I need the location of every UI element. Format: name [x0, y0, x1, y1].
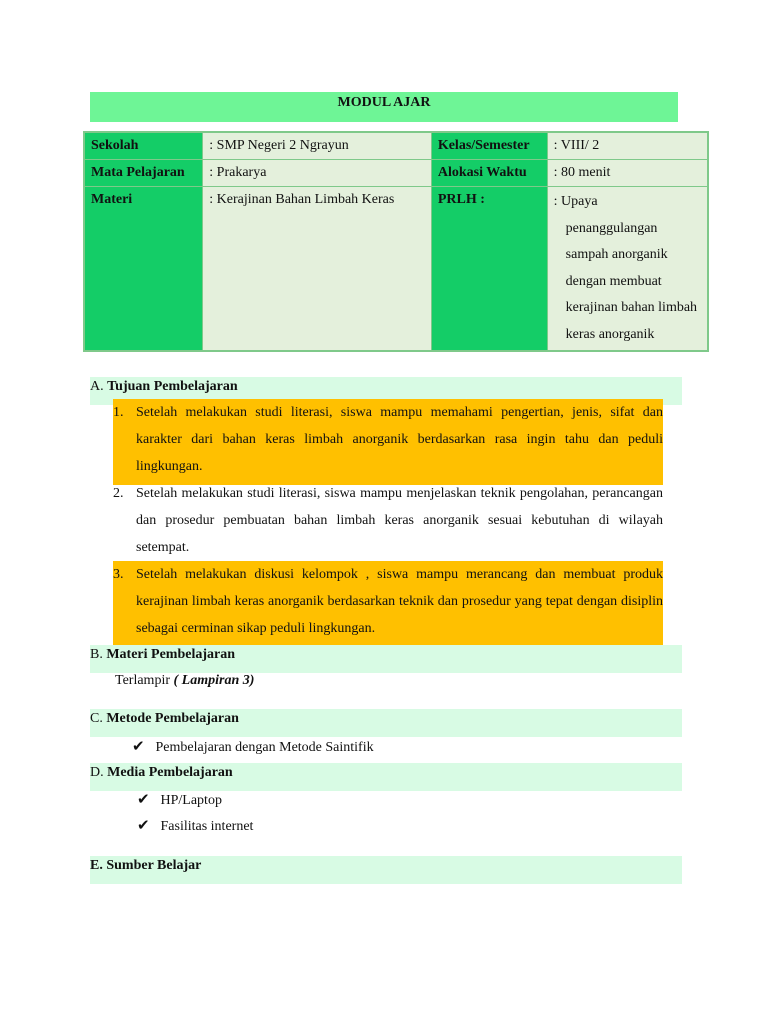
- kelas-label: Kelas/Semester: [431, 132, 547, 160]
- prlh-line: sampah anorganik: [565, 247, 668, 262]
- prlh-line: dengan membuat: [565, 273, 662, 289]
- item-number: 1.: [113, 405, 124, 420]
- checkmark-icon: ✔: [137, 790, 150, 808]
- checkmark-icon: ✔: [137, 816, 150, 834]
- lampiran-ref: ( Lampiran 3): [173, 673, 255, 688]
- info-table: [83, 131, 709, 352]
- section-title: Sumber Belajar: [106, 858, 202, 873]
- list-item: [113, 561, 663, 645]
- alokasi-label: Alokasi Waktu: [431, 160, 547, 187]
- mapel-label: Mata Pelajaran: [84, 160, 203, 187]
- list-item: [113, 399, 663, 485]
- section-e-header: [90, 856, 682, 884]
- materi-value: : Kerajinan Bahan Limbah Keras: [203, 187, 432, 352]
- list-item: [137, 789, 222, 811]
- materi-note: [115, 671, 254, 691]
- section-title: Metode Pembelajaran: [106, 711, 239, 726]
- table-row: [84, 187, 708, 352]
- section-title: Materi Pembelajaran: [106, 647, 236, 662]
- section-d-header: [90, 763, 682, 791]
- prlh-value: [547, 187, 708, 352]
- checkmark-icon: ✔: [132, 737, 145, 755]
- section-letter: B.: [90, 647, 103, 662]
- list-item: [137, 815, 253, 837]
- item-text: HP/Laptop: [160, 793, 222, 808]
- item-text: Pembelajaran dengan Metode Saintifik: [155, 740, 374, 755]
- materi-text: Terlampir: [115, 673, 170, 688]
- item-number: 2.: [113, 486, 124, 501]
- prlh-line: penanggulangan: [565, 220, 658, 236]
- mapel-value: : Prakarya: [203, 160, 432, 187]
- section-letter: A.: [90, 379, 104, 394]
- item-text: Setelah melakukan diskusi kelompok , siswa mampu merancang dan membuat produk kerajinan limbah keras anorganik berdasarkan teknik dan prosedur yang tepat dengan disiplin sebagai cerminan sikap peduli lingkungan.: [136, 567, 663, 636]
- section-letter: E.: [90, 858, 103, 873]
- materi-label: Materi: [84, 187, 203, 352]
- prlh-label: PRLH :: [431, 187, 547, 352]
- section-b-header: [90, 645, 682, 673]
- sekolah-label: Sekolah: [84, 132, 203, 160]
- prlh-line: keras anorganik: [565, 326, 655, 342]
- table-row: [84, 160, 708, 187]
- section-title: Tujuan Pembelajaran: [107, 379, 238, 394]
- prlh-line: : Upaya: [553, 194, 598, 209]
- document-title: MODUL AJAR: [90, 92, 678, 122]
- table-row: [84, 132, 708, 160]
- list-item: [132, 736, 374, 758]
- section-c-header: [90, 709, 682, 737]
- prlh-line: kerajinan bahan limbah: [565, 300, 698, 315]
- section-letter: D.: [90, 765, 104, 780]
- item-number: 3.: [113, 567, 124, 582]
- list-item: [113, 480, 663, 561]
- section-letter: C.: [90, 711, 103, 726]
- alokasi-value: : 80 menit: [547, 160, 708, 187]
- kelas-value: : VIII/ 2: [547, 132, 708, 160]
- item-text: Setelah melakukan studi literasi, siswa mampu menjelaskan teknik pengolahan, perancangan dan prosedur pembuatan bahan limbah keras anorganik sesuai kebutuhan di wilayah setempat.: [136, 486, 663, 555]
- item-text: Setelah melakukan studi literasi, siswa mampu memahami pengertian, jenis, sifat dan karakter dari bahan keras limbah anorganik berdasarkan rasa ingin tahu dan peduli lingkungan.: [136, 405, 663, 474]
- sekolah-value: : SMP Negeri 2 Ngrayun: [203, 132, 432, 160]
- section-title: Media Pembelajaran: [107, 765, 233, 780]
- item-text: Fasilitas internet: [160, 819, 254, 834]
